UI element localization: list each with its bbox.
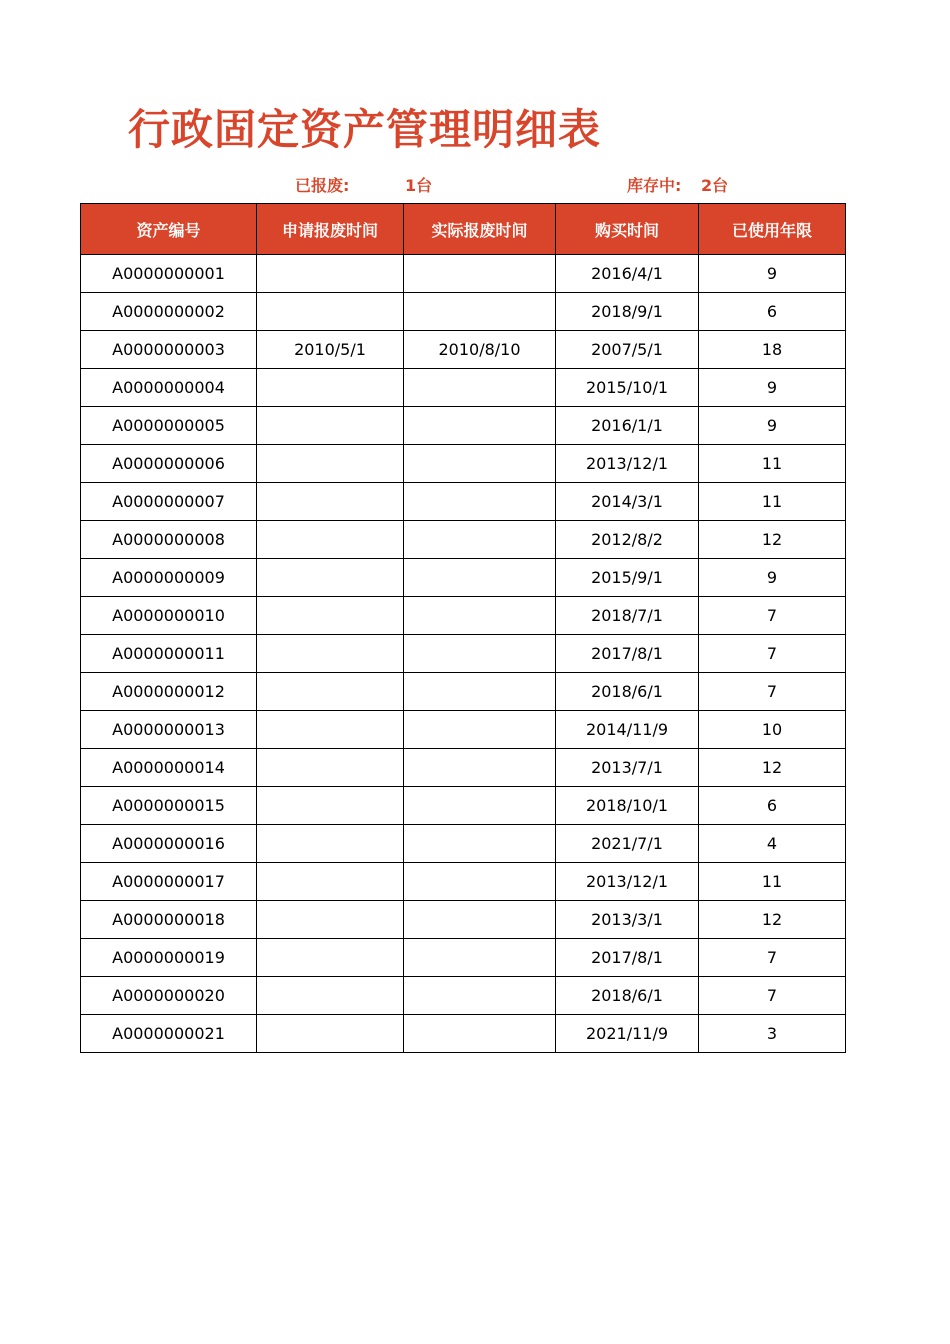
column-header-purchase-date: 购买时间: [556, 204, 699, 255]
cell-apply-scrap-date: [257, 521, 404, 559]
cell-actual-scrap-date: [404, 977, 556, 1015]
cell-purchase-date: 2013/3/1: [556, 901, 699, 939]
scrapped-count: 1台: [405, 176, 433, 195]
table-row: [81, 483, 846, 521]
cell-asset-id: A0000000008: [81, 521, 257, 559]
cell-asset-id: A0000000004: [81, 369, 257, 407]
cell-asset-id: A0000000021: [81, 1015, 257, 1053]
cell-purchase-date: 2021/7/1: [556, 825, 699, 863]
cell-actual-scrap-date: [404, 483, 556, 521]
cell-purchase-date: 2016/1/1: [556, 407, 699, 445]
table-row: [81, 331, 846, 369]
cell-actual-scrap-date: [404, 939, 556, 977]
cell-years-used: 11: [699, 445, 846, 483]
cell-apply-scrap-date: [257, 711, 404, 749]
cell-purchase-date: 2014/11/9: [556, 711, 699, 749]
cell-years-used: 4: [699, 825, 846, 863]
cell-apply-scrap-date: [257, 559, 404, 597]
table-row: [81, 901, 846, 939]
cell-asset-id: A0000000020: [81, 977, 257, 1015]
cell-years-used: 9: [699, 407, 846, 445]
cell-purchase-date: 2018/6/1: [556, 977, 699, 1015]
asset-table: [80, 203, 846, 1053]
cell-asset-id: A0000000017: [81, 863, 257, 901]
cell-purchase-date: 2016/4/1: [556, 255, 699, 293]
cell-years-used: 6: [699, 787, 846, 825]
cell-actual-scrap-date: [404, 369, 556, 407]
cell-apply-scrap-date: [257, 787, 404, 825]
cell-apply-scrap-date: [257, 977, 404, 1015]
cell-actual-scrap-date: [404, 255, 556, 293]
cell-actual-scrap-date: [404, 711, 556, 749]
cell-years-used: 7: [699, 597, 846, 635]
table-row: [81, 825, 846, 863]
table-row: [81, 445, 846, 483]
cell-asset-id: A0000000013: [81, 711, 257, 749]
cell-apply-scrap-date: [257, 825, 404, 863]
cell-actual-scrap-date: [404, 749, 556, 787]
cell-asset-id: A0000000001: [81, 255, 257, 293]
cell-years-used: 11: [699, 863, 846, 901]
page-title: 行政固定资产管理明细表: [128, 105, 602, 154]
table-row: [81, 635, 846, 673]
cell-purchase-date: 2018/9/1: [556, 293, 699, 331]
cell-years-used: 10: [699, 711, 846, 749]
cell-apply-scrap-date: [257, 483, 404, 521]
cell-years-used: 9: [699, 255, 846, 293]
table-row: [81, 711, 846, 749]
table-row: [81, 597, 846, 635]
cell-purchase-date: 2013/12/1: [556, 445, 699, 483]
cell-asset-id: A0000000006: [81, 445, 257, 483]
table-row: [81, 749, 846, 787]
table-row: [81, 977, 846, 1015]
table-row: [81, 559, 846, 597]
scrapped-label: 已报废:: [295, 176, 350, 195]
table-header-row: [81, 204, 846, 255]
cell-asset-id: A0000000011: [81, 635, 257, 673]
cell-years-used: 9: [699, 559, 846, 597]
cell-apply-scrap-date: [257, 407, 404, 445]
cell-asset-id: A0000000015: [81, 787, 257, 825]
cell-purchase-date: 2018/10/1: [556, 787, 699, 825]
cell-purchase-date: 2021/11/9: [556, 1015, 699, 1053]
cell-years-used: 6: [699, 293, 846, 331]
cell-asset-id: A0000000009: [81, 559, 257, 597]
cell-actual-scrap-date: [404, 825, 556, 863]
cell-years-used: 7: [699, 977, 846, 1015]
cell-purchase-date: 2013/7/1: [556, 749, 699, 787]
cell-asset-id: A0000000016: [81, 825, 257, 863]
cell-asset-id: A0000000012: [81, 673, 257, 711]
table-row: [81, 255, 846, 293]
cell-actual-scrap-date: [404, 293, 556, 331]
cell-apply-scrap-date: [257, 255, 404, 293]
table-row: [81, 293, 846, 331]
cell-asset-id: A0000000003: [81, 331, 257, 369]
cell-actual-scrap-date: [404, 597, 556, 635]
cell-purchase-date: 2015/9/1: [556, 559, 699, 597]
cell-apply-scrap-date: [257, 939, 404, 977]
cell-purchase-date: 2014/3/1: [556, 483, 699, 521]
cell-asset-id: A0000000018: [81, 901, 257, 939]
cell-actual-scrap-date: [404, 1015, 556, 1053]
cell-years-used: 12: [699, 749, 846, 787]
cell-asset-id: A0000000007: [81, 483, 257, 521]
cell-apply-scrap-date: [257, 369, 404, 407]
cell-years-used: 18: [699, 331, 846, 369]
cell-purchase-date: 2017/8/1: [556, 939, 699, 977]
cell-asset-id: A0000000002: [81, 293, 257, 331]
cell-asset-id: A0000000019: [81, 939, 257, 977]
cell-years-used: 12: [699, 521, 846, 559]
table-row: [81, 787, 846, 825]
cell-purchase-date: 2018/6/1: [556, 673, 699, 711]
table-row: [81, 407, 846, 445]
cell-apply-scrap-date: [257, 635, 404, 673]
cell-asset-id: A0000000005: [81, 407, 257, 445]
cell-years-used: 9: [699, 369, 846, 407]
cell-years-used: 7: [699, 673, 846, 711]
cell-actual-scrap-date: [404, 863, 556, 901]
cell-actual-scrap-date: 2010/8/10: [404, 331, 556, 369]
cell-purchase-date: 2015/10/1: [556, 369, 699, 407]
cell-apply-scrap-date: [257, 901, 404, 939]
cell-apply-scrap-date: [257, 445, 404, 483]
cell-years-used: 7: [699, 939, 846, 977]
cell-apply-scrap-date: [257, 293, 404, 331]
column-header-asset-id: 资产编号: [81, 204, 257, 255]
cell-apply-scrap-date: [257, 749, 404, 787]
cell-actual-scrap-date: [404, 635, 556, 673]
column-header-years-used: 已使用年限: [699, 204, 846, 255]
cell-apply-scrap-date: 2010/5/1: [257, 331, 404, 369]
cell-years-used: 7: [699, 635, 846, 673]
cell-purchase-date: 2017/8/1: [556, 635, 699, 673]
cell-actual-scrap-date: [404, 445, 556, 483]
cell-asset-id: A0000000014: [81, 749, 257, 787]
stock-count: 2台: [701, 176, 729, 195]
table-row: [81, 673, 846, 711]
cell-actual-scrap-date: [404, 673, 556, 711]
cell-actual-scrap-date: [404, 521, 556, 559]
cell-apply-scrap-date: [257, 1015, 404, 1053]
cell-purchase-date: 2013/12/1: [556, 863, 699, 901]
cell-actual-scrap-date: [404, 787, 556, 825]
cell-purchase-date: 2012/8/2: [556, 521, 699, 559]
table-body: [81, 255, 846, 1053]
column-header-actual-scrap-date: 实际报废时间: [404, 204, 556, 255]
cell-purchase-date: 2018/7/1: [556, 597, 699, 635]
cell-years-used: 11: [699, 483, 846, 521]
cell-purchase-date: 2007/5/1: [556, 331, 699, 369]
table-row: [81, 1015, 846, 1053]
cell-years-used: 12: [699, 901, 846, 939]
cell-actual-scrap-date: [404, 559, 556, 597]
cell-actual-scrap-date: [404, 901, 556, 939]
column-header-apply-scrap-date: 申请报废时间: [257, 204, 404, 255]
cell-apply-scrap-date: [257, 673, 404, 711]
table-row: [81, 521, 846, 559]
cell-asset-id: A0000000010: [81, 597, 257, 635]
table-row: [81, 939, 846, 977]
cell-years-used: 3: [699, 1015, 846, 1053]
stock-label: 库存中:: [627, 176, 682, 195]
cell-actual-scrap-date: [404, 407, 556, 445]
cell-apply-scrap-date: [257, 597, 404, 635]
table-row: [81, 369, 846, 407]
cell-apply-scrap-date: [257, 863, 404, 901]
table-row: [81, 863, 846, 901]
